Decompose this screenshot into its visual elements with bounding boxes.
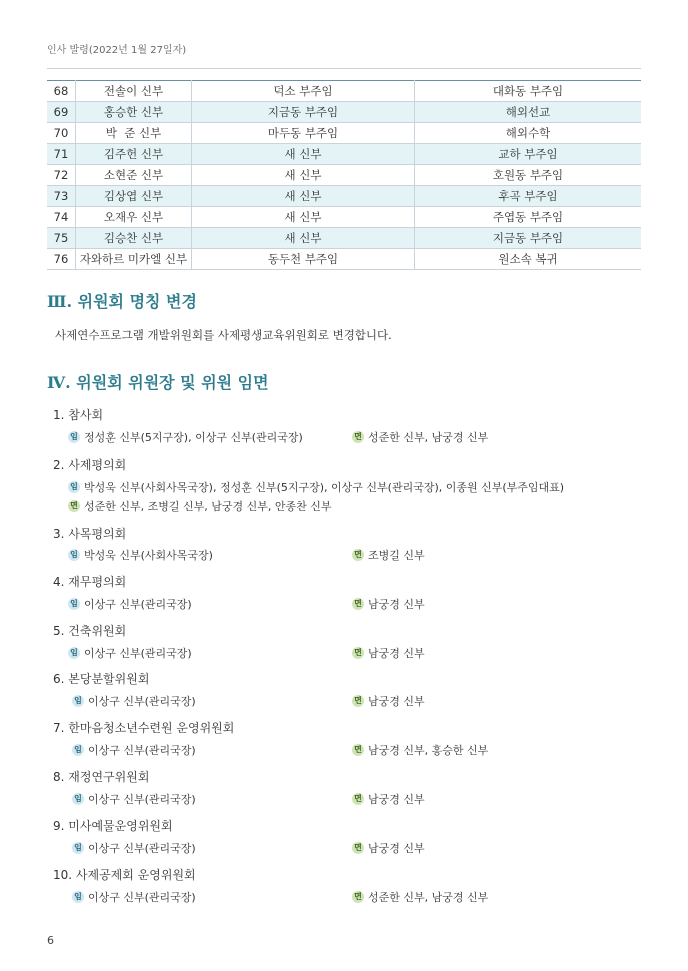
dismiss-badge-icon: 면 <box>352 842 364 854</box>
dismiss-badge-icon: 면 <box>352 647 364 659</box>
table-row <box>47 228 641 249</box>
row-number: 70 <box>47 123 76 144</box>
priest-name: 김상엽 신부 <box>76 186 192 207</box>
committee-title: 9. 미사예물운영위원회 <box>53 819 173 833</box>
dismiss-badge-icon: 면 <box>352 744 364 756</box>
appointment-table <box>47 80 641 270</box>
previous-post: 새 신부 <box>192 165 415 186</box>
new-post: 호원동 부주임 <box>415 165 642 186</box>
appointment-line <box>72 889 196 905</box>
dismissal-line <box>352 547 425 563</box>
appointment-line <box>68 645 192 661</box>
appointed-members: 박성욱 신부(사회사목국장), 정성훈 신부(5지구장), 이상구 신부(관리국장), 이종원 신부(부주임대표) <box>84 481 565 494</box>
priest-name: 소현준 신부 <box>76 165 192 186</box>
appoint-badge-icon: 임 <box>68 598 80 610</box>
previous-post: 새 신부 <box>192 207 415 228</box>
committee-title: 5. 건축위원회 <box>53 624 127 638</box>
previous-post: 새 신부 <box>192 144 415 165</box>
dismissed-members: 남궁경 신부 <box>368 793 425 806</box>
table-row <box>47 165 641 186</box>
previous-post: 마두동 부주임 <box>192 123 415 144</box>
dismiss-badge-icon: 면 <box>352 431 364 443</box>
appointment-line <box>72 791 196 807</box>
row-number: 75 <box>47 228 76 249</box>
appoint-badge-icon: 임 <box>72 842 84 854</box>
dismissal-line <box>352 596 425 612</box>
new-post: 대화동 부주임 <box>415 81 642 102</box>
page-number: 6 <box>47 934 54 947</box>
dismiss-badge-icon: 면 <box>68 500 80 512</box>
appoint-badge-icon: 임 <box>72 744 84 756</box>
priest-name: 김주헌 신부 <box>76 144 192 165</box>
dismissed-members: 조병길 신부 <box>368 549 425 562</box>
dismiss-badge-icon: 면 <box>352 549 364 561</box>
priest-name: 전솔이 신부 <box>76 81 192 102</box>
dismissal-line <box>68 498 331 514</box>
priest-name: 오재우 신부 <box>76 207 192 228</box>
dismissal-line <box>352 693 425 709</box>
running-header: 인사 발령(2022년 1월 27일자) <box>47 45 187 56</box>
dismiss-badge-icon: 면 <box>352 695 364 707</box>
appointed-members: 이상구 신부(관리국장) <box>88 695 196 708</box>
appointed-members: 이상구 신부(관리국장) <box>88 793 196 806</box>
table-row <box>47 249 641 270</box>
row-number: 76 <box>47 249 76 270</box>
committee-title: 1. 참사회 <box>53 408 104 422</box>
new-post: 해외선교 <box>415 102 642 123</box>
dismissed-members: 성준한 신부, 남궁경 신부 <box>368 431 489 444</box>
section-3-text: 사제연수프로그램 개발위원회를 사제평생교육위원회로 변경합니다. <box>55 328 392 342</box>
dismissal-line <box>352 791 425 807</box>
section-4-title: Ⅳ. 위원회 위원장 및 위원 임면 <box>47 373 269 392</box>
previous-post: 새 신부 <box>192 186 415 207</box>
dismiss-badge-icon: 면 <box>352 598 364 610</box>
table-row <box>47 102 641 123</box>
table-row <box>47 207 641 228</box>
appoint-badge-icon: 임 <box>68 481 80 493</box>
dismissal-line <box>352 645 425 661</box>
appoint-badge-icon: 임 <box>72 891 84 903</box>
dismissed-members: 성준한 신부, 조병길 신부, 남궁경 신부, 안종찬 신부 <box>84 500 332 513</box>
dismissed-members: 남궁경 신부 <box>368 647 425 660</box>
appointed-members: 이상구 신부(관리국장) <box>88 842 196 855</box>
new-post: 교하 부주임 <box>415 144 642 165</box>
new-post: 지금동 부주임 <box>415 228 642 249</box>
priest-name: 자와하르 미카엘 신부 <box>76 249 192 270</box>
appoint-badge-icon: 임 <box>68 549 80 561</box>
table-row <box>47 123 641 144</box>
dismissal-line <box>352 840 425 856</box>
committee-title: 8. 재정연구위원회 <box>53 770 150 784</box>
appointment-line <box>68 429 303 445</box>
dismissal-line <box>352 742 488 758</box>
appoint-badge-icon: 임 <box>72 793 84 805</box>
row-number: 68 <box>47 81 76 102</box>
section-3-title: Ⅲ. 위원회 명칭 변경 <box>47 292 197 311</box>
row-number: 74 <box>47 207 76 228</box>
row-number: 73 <box>47 186 76 207</box>
appointed-members: 이상구 신부(관리국장) <box>88 891 196 904</box>
new-post: 원소속 복귀 <box>415 249 642 270</box>
dismissal-line <box>352 889 488 905</box>
appointment-line <box>68 596 192 612</box>
committee-title: 10. 사제공제회 운영위원회 <box>53 868 196 882</box>
appointed-members: 박성욱 신부(사회사목국장) <box>84 549 213 562</box>
row-number: 71 <box>47 144 76 165</box>
row-number: 72 <box>47 165 76 186</box>
appoint-badge-icon: 임 <box>68 431 80 443</box>
table-row <box>47 81 641 102</box>
row-number: 69 <box>47 102 76 123</box>
previous-post: 덕소 부주임 <box>192 81 415 102</box>
dismissed-members: 남궁경 신부, 홍승한 신부 <box>368 744 489 757</box>
appointed-members: 이상구 신부(관리국장) <box>84 647 192 660</box>
dismiss-badge-icon: 면 <box>352 793 364 805</box>
appoint-badge-icon: 임 <box>72 695 84 707</box>
dismissal-line <box>352 429 488 445</box>
previous-post: 동두천 부주임 <box>192 249 415 270</box>
dismiss-badge-icon: 면 <box>352 891 364 903</box>
table-row <box>47 144 641 165</box>
appointed-members: 정성훈 신부(5지구장), 이상구 신부(관리국장) <box>84 431 303 444</box>
appointment-line <box>72 693 196 709</box>
priest-name: 김승찬 신부 <box>76 228 192 249</box>
dismissed-members: 남궁경 신부 <box>368 598 425 611</box>
committee-title: 4. 재무평의회 <box>53 575 127 589</box>
header-divider <box>47 68 641 69</box>
dismissed-members: 성준한 신부, 남궁경 신부 <box>368 891 489 904</box>
committee-title: 7. 한마음청소년수련원 운영위원회 <box>53 721 235 735</box>
dismissed-members: 남궁경 신부 <box>368 842 425 855</box>
appointment-line <box>72 840 196 856</box>
appointment-line <box>72 742 196 758</box>
new-post: 해외수학 <box>415 123 642 144</box>
previous-post: 지금동 부주임 <box>192 102 415 123</box>
priest-name: 홍승한 신부 <box>76 102 192 123</box>
priest-name: 박 준 신부 <box>76 123 192 144</box>
dismissed-members: 남궁경 신부 <box>368 695 425 708</box>
previous-post: 새 신부 <box>192 228 415 249</box>
committee-title: 3. 사목평의회 <box>53 527 127 541</box>
appointment-line <box>68 479 564 495</box>
new-post: 주엽동 부주임 <box>415 207 642 228</box>
appoint-badge-icon: 임 <box>68 647 80 659</box>
committee-title: 2. 사제평의회 <box>53 458 127 472</box>
table-row <box>47 186 641 207</box>
new-post: 후곡 부주임 <box>415 186 642 207</box>
committee-title: 6. 본당분할위원회 <box>53 672 150 686</box>
appointed-members: 이상구 신부(관리국장) <box>84 598 192 611</box>
appointment-line <box>68 547 213 563</box>
appointed-members: 이상구 신부(관리국장) <box>88 744 196 757</box>
